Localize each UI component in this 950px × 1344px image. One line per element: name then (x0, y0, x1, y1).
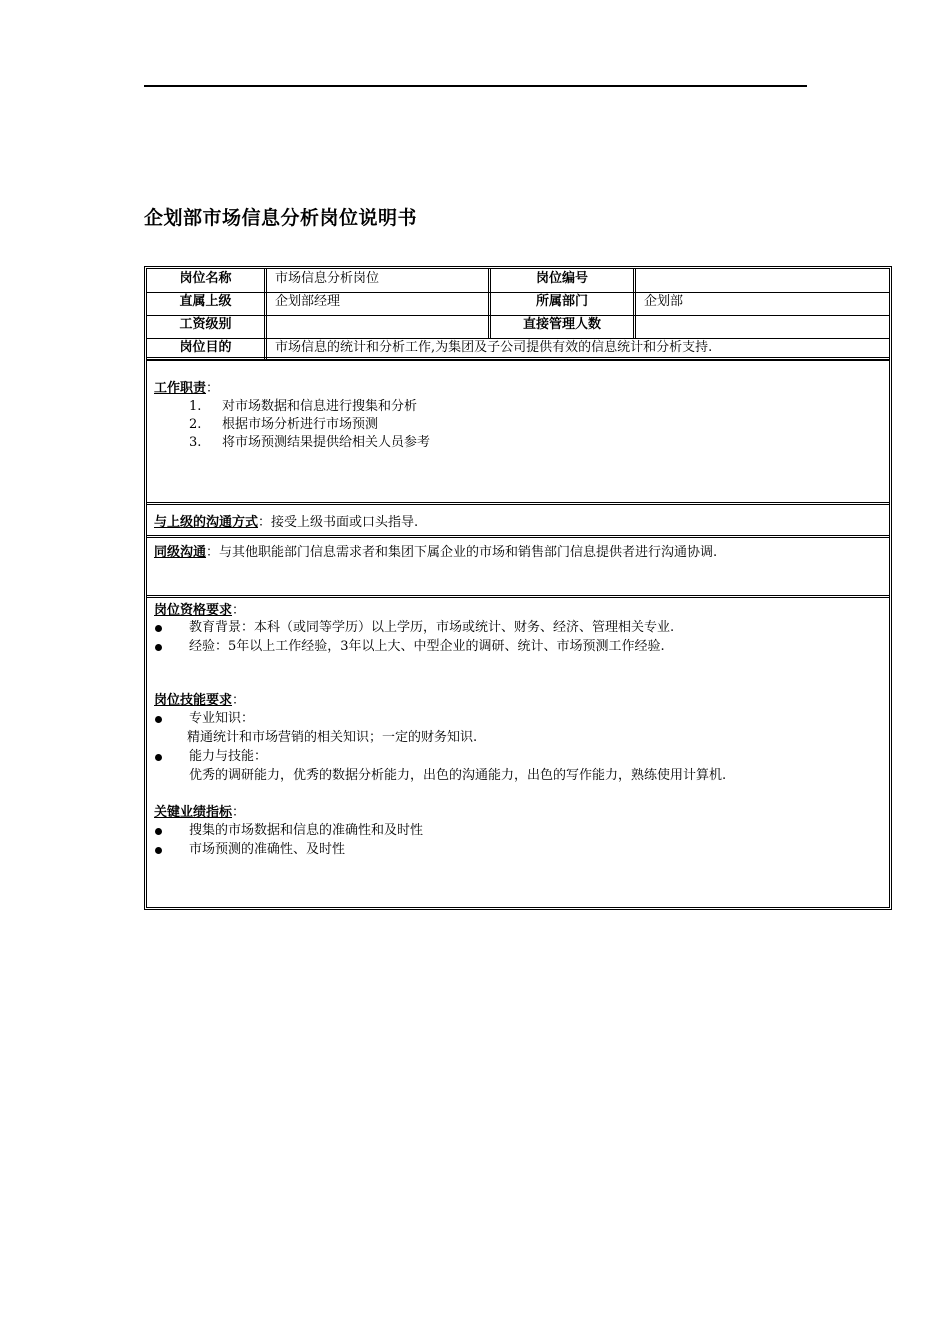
kpi-heading-colon: ： (232, 805, 246, 820)
value-department: 企划部 (644, 294, 684, 309)
duty-number: 2. (189, 417, 202, 432)
superior-communication-heading: 与上级的沟通方式 (154, 515, 259, 530)
skill-detail: 精通统计和市场营销的相关知识；一定的财务知识. (187, 730, 478, 745)
skills-heading: 岗位技能要求 (154, 693, 233, 708)
value-position-purpose: 市场信息的统计和分析工作,为集团及子公司提供有效的信息统计和分析支持. (275, 340, 713, 355)
info-row-salary (147, 315, 889, 339)
bullet-icon (155, 625, 162, 632)
qualification-item: 教育背景：本科（或同等学历）以上学历，市场或统计、财务、经济、管理相关专业. (189, 620, 675, 635)
skill-label: 能力与技能： (189, 749, 268, 764)
label-department: 所属部门 (491, 292, 636, 315)
qualification-item: 经验：5年以上工作经验，3年以上大、中型企业的调研、统计、市场预测工作经验. (189, 639, 665, 654)
duties-heading-colon: ： (206, 381, 220, 396)
duty-number: 1. (189, 399, 202, 414)
label-direct-reports: 直接管理人数 (491, 315, 636, 338)
skill-detail: 优秀的调研能力，优秀的数据分析能力，出色的沟通能力，出色的写作能力，熟练使用计算机. (189, 768, 727, 783)
value-salary-level (267, 315, 491, 338)
duty-number: 3. (189, 435, 202, 450)
bullet-icon (155, 644, 162, 651)
superior-communication-text: ：接受上级书面或口头指导. (258, 515, 419, 530)
duty-item: 根据市场分析进行市场预测 (222, 417, 379, 432)
value-position-code (636, 269, 889, 292)
peer-communication-heading: 同级沟通 (154, 545, 207, 560)
info-row-position (147, 269, 889, 293)
document-title: 企划部市场信息分析岗位说明书 (144, 207, 418, 229)
peer-communication-section (147, 535, 889, 595)
value-direct-superior: 企划部经理 (267, 292, 491, 315)
skills-heading-colon: ： (232, 693, 246, 708)
kpi-heading: 关键业绩指标 (154, 805, 233, 820)
duties-section (147, 357, 889, 505)
duty-item: 对市场数据和信息进行搜集和分析 (222, 399, 418, 414)
skill-label: 专业知识： (189, 711, 255, 726)
qualifications-heading: 岗位资格要求 (154, 603, 233, 618)
superior-communication-section (147, 502, 889, 536)
label-position-purpose: 岗位目的 (147, 338, 267, 360)
info-row-superior (147, 292, 889, 316)
requirements-section (147, 595, 889, 907)
bullet-icon (155, 754, 162, 761)
label-position-name: 岗位名称 (147, 269, 267, 292)
header-rule (144, 85, 807, 87)
label-direct-superior: 直属上级 (147, 292, 267, 315)
bullet-icon (155, 716, 162, 723)
label-salary-level: 工资级别 (147, 315, 267, 338)
duties-heading: 工作职责 (154, 381, 207, 396)
qualifications-heading-colon: ： (232, 603, 246, 618)
peer-communication-text: ：与其他职能部门信息需求者和集团下属企业的市场和销售部门信息提供者进行沟通协调. (206, 545, 718, 560)
kpi-item: 市场预测的准确性、及时性 (189, 842, 346, 857)
bullet-icon (155, 828, 162, 835)
label-position-code: 岗位编号 (491, 269, 636, 292)
value-direct-reports (636, 315, 889, 338)
job-description-table (144, 266, 892, 910)
kpi-item: 搜集的市场数据和信息的准确性和及时性 (189, 823, 424, 838)
value-position-name: 市场信息分析岗位 (267, 269, 491, 292)
bullet-icon (155, 847, 162, 854)
duty-item: 将市场预测结果提供给相关人员参考 (222, 435, 431, 450)
